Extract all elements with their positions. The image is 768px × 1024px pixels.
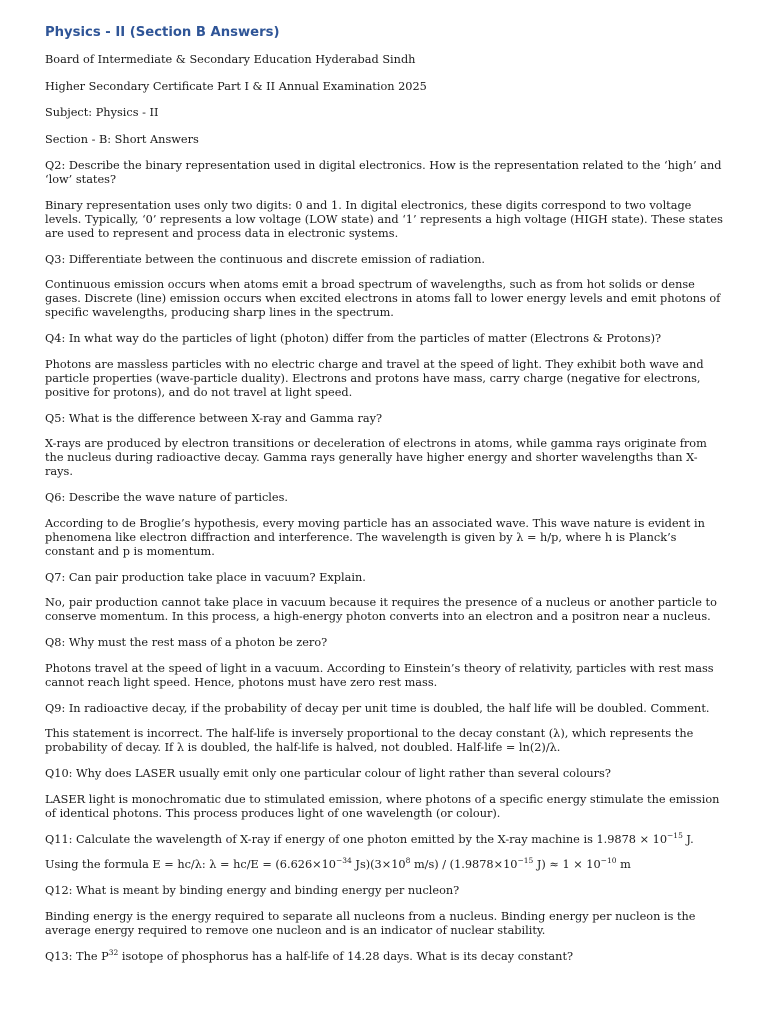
q11-unit: J. bbox=[682, 832, 694, 846]
question-q3: Q3: Differentiate between the continuous and discrete emission of radiation. bbox=[45, 252, 486, 266]
question-q8: Q8: Why must the rest mass of a photon be zero? bbox=[45, 636, 328, 649]
question-q9: Q9: In radioactive decay, if the probability of decay per unit time is doubled, the half life will be doubled. Comment. bbox=[45, 701, 710, 715]
answer-q5: X-rays are produced by electron transitions or deceleration of electrons in atoms, while gamma rays originate from the nucleus during radioactive decay. Gamma rays generally have higher energy and shorter wavelengths than X-rays. bbox=[45, 437, 707, 478]
q11-text: Q11: Calculate the wavelength of X-ray if energy of one photon emitted by the X-ray machine is 1.9878 × 10 bbox=[45, 832, 668, 846]
question-q2: Q2: Describe the binary representation used in digital electronics. How is the representation related to the ‘high’ and ‘low’ states? bbox=[45, 159, 722, 186]
q11-formula-part: m bbox=[616, 858, 631, 871]
q13-text: isotope of phosphorus has a half-life of 14.28 days. What is its decay constant? bbox=[118, 949, 574, 963]
exam-name: Higher Secondary Certificate Part I & II Annual Examination 2025 bbox=[45, 79, 427, 93]
q13-text: Q13: The P bbox=[45, 949, 109, 963]
q11-formula-part: J) ≈ 1 × 10 bbox=[533, 858, 601, 871]
question-q6: Q6: Describe the wave nature of particles. bbox=[45, 491, 288, 504]
answer-q2: Binary representation uses only two digits: 0 and 1. In digital electronics, these digits correspond to two voltage levels. Typically, ‘0’ represents a low voltage (LOW state) and ‘1’ represents a high voltage (HIGH state). These states are used to represent and process data in electronic systems. bbox=[45, 198, 723, 240]
q11-exponent: −15 bbox=[667, 830, 683, 840]
answer-q3: Continuous emission occurs when atoms emit a broad spectrum of wavelengths, such as from hot solids or dense gases. Discrete (line) emission occurs when excited electrons in atoms fall to lower energy levels and emit photons of specific wavelengths, producing sharp lines in the spectrum. bbox=[45, 278, 721, 319]
question-q10: Q10: Why does LASER usually emit only one particular colour of light rather than several colours? bbox=[45, 767, 611, 780]
q11-formula-part: m/s) / (1.9878×10 bbox=[410, 858, 518, 871]
answer-q11 bbox=[45, 858, 725, 872]
answer-q9: This statement is incorrect. The half-life is inversely proportional to the decay constant (λ), which represents the probability of decay. If λ is doubled, the half-life is halved, not doubled. Half-life = ln(2)/λ. bbox=[45, 727, 694, 754]
subject-line: Subject: Physics - II bbox=[45, 106, 159, 119]
q11-formula-exponent: −10 bbox=[600, 856, 617, 866]
q11-formula-part: Js)(3×10 bbox=[351, 858, 406, 871]
board-name: Board of Intermediate & Secondary Education Hyderabad Sindh bbox=[45, 53, 416, 66]
q11-formula-exponent: −34 bbox=[336, 856, 352, 866]
question-q4: Q4: In what way do the particles of light (photon) differ from the particles of matter (Electrons & Protons)? bbox=[45, 332, 662, 345]
document-title: Physics - II (Section B Answers) bbox=[45, 25, 280, 40]
answer-q6: According to de Broglie’s hypothesis, every moving particle has an associated wave. This wave nature is evident in phenomena like electron diffraction and interference. The wavelength is given by λ = h/p, where h is Planck’s constant and p is momentum. bbox=[45, 516, 705, 558]
question-q11 bbox=[45, 830, 725, 847]
answer-q4: Photons are massless particles with no electric charge and travel at the speed of light. They exhibit both wave and particle properties (wave-particle duality). Electrons and protons have mass, carry charge (negative for electrons, positive for protons), and do not travel at light speed. bbox=[45, 357, 704, 399]
q11-formula-exponent: 8 bbox=[405, 856, 411, 866]
answer-q8: Photons travel at the speed of light in a vacuum. According to Einstein’s theory of relativity, particles with rest mass cannot reach light speed. Hence, photons must have zero rest mass. bbox=[45, 661, 714, 689]
question-q5: Q5: What is the difference between X-ray and Gamma ray? bbox=[45, 411, 383, 425]
answer-q12: Binding energy is the energy required to separate all nucleons from a nucleus. Binding energy per nucleon is the average energy required to remove one nucleon and is an indicator of nuclear stability. bbox=[45, 909, 696, 937]
question-q7: Q7: Can pair production take place in vacuum? Explain. bbox=[45, 570, 366, 584]
question-q12: Q12: What is meant by binding energy and binding energy per nucleon? bbox=[45, 884, 460, 897]
q11-formula-exponent: −15 bbox=[517, 856, 534, 866]
document-page bbox=[45, 24, 725, 975]
section-line: Section - B: Short Answers bbox=[45, 132, 199, 146]
q11-formula-part: Using the formula E = hc/λ: λ = hc/E = (6.626×10 bbox=[45, 858, 336, 871]
question-q13 bbox=[45, 947, 725, 964]
q13-isotope-number: 32 bbox=[108, 947, 119, 957]
answer-q10: LASER light is monochromatic due to stimulated emission, where photons of a specific energy stimulate the emission of identical photons. This process produces light of one wavelength (or colour). bbox=[45, 792, 720, 820]
answer-q7: No, pair production cannot take place in vacuum because it requires the presence of a nucleus or another particle to conserve momentum. In this process, a high-energy photon converts into an electron and a positron near a nucleus. bbox=[45, 596, 717, 623]
